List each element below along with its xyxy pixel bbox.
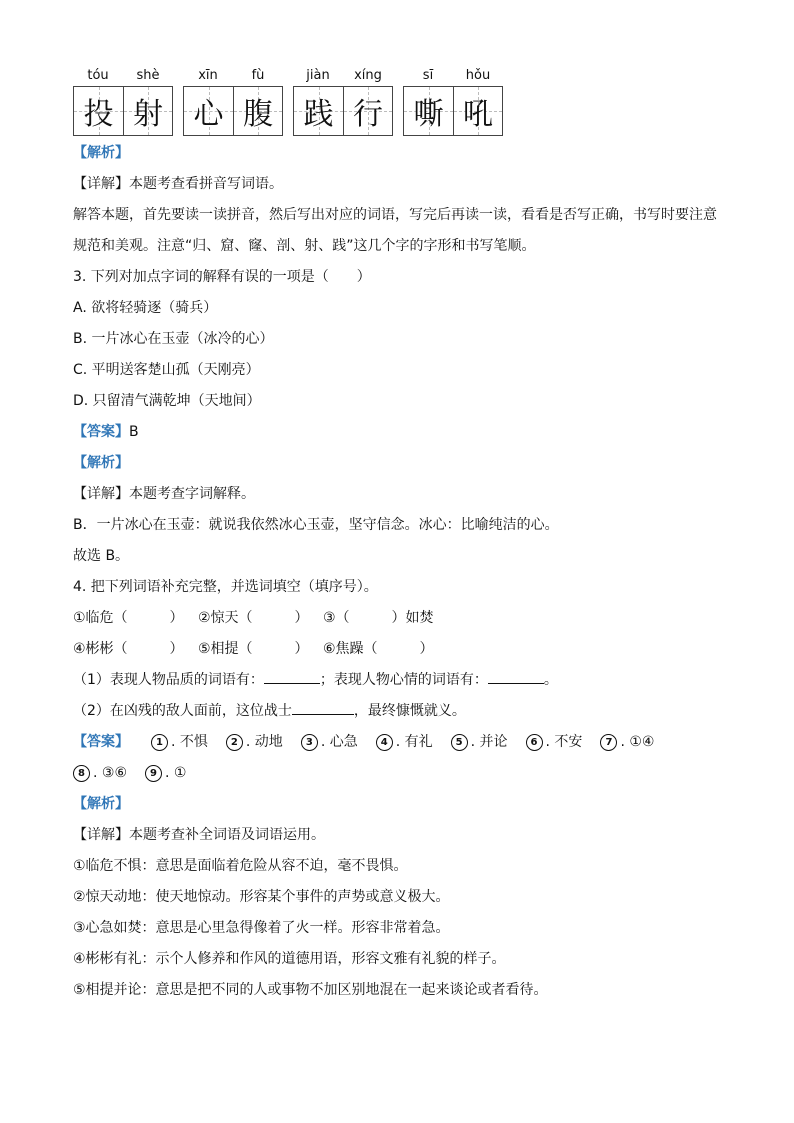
answer-item (301, 727, 358, 758)
hanzi: 吼 (463, 97, 493, 132)
answer-item (226, 727, 283, 758)
hanzi: 行 (353, 97, 383, 132)
tianzige-cell (123, 87, 172, 135)
analysis-tag: 【解析】 (73, 145, 129, 161)
hanzi: 射 (133, 97, 163, 132)
sub-text: （1）表现人物品质的词语有： (73, 672, 264, 688)
word-row-2 (73, 634, 723, 665)
number-circle: 6 (526, 734, 543, 751)
pinyin-label: hǒu (465, 68, 491, 83)
sub-text: ；表现人物心情的词语有： (319, 672, 488, 688)
pinyin-label: fù (251, 68, 265, 83)
explanation-line: ④彬彬有礼：示个人修养和作风的道德用语，形容文雅有礼貌的样子。 (73, 951, 506, 967)
hanzi: 腹 (243, 97, 273, 132)
hanzi: 嘶 (413, 97, 444, 132)
hanzi: 投 (83, 97, 114, 132)
number-circle: 7 (600, 734, 617, 751)
answer-text: . 有礼 (395, 734, 433, 750)
answer-blank (488, 669, 544, 684)
number-circle: 4 (376, 734, 393, 751)
number-circle: 9 (145, 765, 162, 782)
answer-text: . ③⑥ (93, 765, 128, 781)
word-item: ⑤相提（ ） (198, 641, 309, 657)
answer-tag: 【答案】 (73, 734, 129, 750)
pinyin-label: xīn (198, 68, 218, 83)
option-d: D. 只留清气满乾坤（天地间） (73, 393, 261, 409)
answer-item (145, 758, 186, 789)
answer-tag: 【答案】 (73, 424, 129, 440)
sub-question-2 (73, 696, 723, 727)
pinyin-label: jiàn (306, 68, 330, 83)
option-a: A. 欲将轻骑逐（骑兵） (73, 300, 218, 316)
explanation-line: ⑤相提并论：意思是把不同的人或事物不加区别地混在一起来谈论或者看待。 (73, 982, 548, 998)
conclusion-line: 故选 B。 (73, 548, 130, 564)
answer-text: . ①④ (620, 734, 655, 750)
answer-line (73, 727, 723, 758)
sub-question-1 (73, 665, 723, 696)
pinyin-word (293, 66, 393, 138)
pinyin-label: sī (422, 68, 434, 83)
sub-text: ，最终慷慨就义。 (353, 703, 466, 719)
explanation-line: ②惊天动地：使天地惊动。形容某个事件的声势或意义极大。 (73, 889, 450, 905)
answer-text: . 不惧 (171, 734, 208, 750)
pinyin-word (183, 66, 283, 138)
number-circle: 5 (451, 734, 468, 751)
answer-text: . 并论 (470, 734, 508, 750)
number-circle: 1 (151, 734, 168, 751)
answer-blank (292, 700, 354, 715)
detail-line: 【详解】本题考查看拼音写词语。 (73, 176, 283, 192)
pinyin-grid (73, 66, 723, 138)
option-c: C. 平明送客楚山孤（天刚亮） (73, 362, 260, 378)
answer-value: B (129, 424, 139, 440)
detail-line: 【详解】本题考查字词解释。 (73, 486, 255, 502)
number-circle: 3 (301, 734, 318, 751)
answer-item (376, 727, 433, 758)
explanation-line: ③心急如焚：意思是心里急得像着了火一样。形容非常着急。 (73, 920, 450, 936)
hanzi: 践 (303, 97, 334, 132)
answer-text: . 不安 (545, 734, 583, 750)
number-circle: 2 (226, 734, 243, 751)
word-item: ②惊天（ ） (198, 610, 309, 626)
pinyin-label: shè (136, 68, 160, 83)
explanation-line: B．一片冰心在玉壶：就说我依然冰心玉壶，坚守信念。冰心：比喻纯洁的心。 (73, 517, 559, 533)
tianzige-cell (184, 87, 233, 135)
tianzige-cell (74, 87, 123, 135)
pinyin-word (73, 66, 173, 138)
word-item: ①临危（ ） (73, 610, 184, 626)
number-circle: 8 (73, 765, 90, 782)
word-row-1 (73, 603, 723, 634)
answer-item (73, 758, 127, 789)
analysis-paragraph: 解答本题，首先要读一读拼音，然后写出对应的词语，写完后再读一读，看看是否写正确，书写时要注意规范和美观。注意“归、窟、窿、剖、射、践”这几个字的字形和书写笔顺。 (73, 207, 717, 254)
sub-text: 。 (543, 672, 558, 688)
answer-text: . 动地 (245, 734, 283, 750)
tianzige-cell (453, 87, 502, 135)
pinyin-label: tóu (87, 68, 109, 83)
tianzige-cell (233, 87, 282, 135)
analysis-tag: 【解析】 (73, 796, 129, 812)
word-item: ④彬彬（ ） (73, 641, 184, 657)
pinyin-word (403, 66, 503, 138)
answer-item (526, 727, 583, 758)
answer-line (73, 417, 723, 448)
question-4: 4. 把下列词语补充完整，并选词填空（填序号）。 (73, 579, 378, 595)
answer-text: . 心急 (320, 734, 358, 750)
analysis-tag: 【解析】 (73, 455, 129, 471)
hanzi: 心 (193, 97, 224, 132)
explanation-line: ①临危不惧：意思是面临着危险从容不迫，毫不畏惧。 (73, 858, 408, 874)
detail-line: 【详解】本题考查补全词语及词语运用。 (73, 827, 325, 843)
option-b: B. 一片冰心在玉壶（冰冷的心） (73, 331, 274, 347)
document-page (73, 66, 723, 1006)
tianzige-cell (294, 87, 343, 135)
pinyin-label: xíng (354, 68, 382, 83)
answer-blank (264, 669, 320, 684)
word-item: ③（ ）如焚 (323, 610, 434, 626)
answer-line-cont (73, 758, 723, 789)
answer-text: . ① (165, 765, 187, 781)
sub-text: （2）在凶残的敌人面前，这位战士 (73, 703, 292, 719)
answer-item (600, 727, 654, 758)
question-3: 3. 下列对加点字词的解释有误的一项是（ ） (73, 269, 371, 285)
tianzige-cell (404, 87, 453, 135)
word-item: ⑥焦躁（ ） (323, 641, 434, 657)
tianzige-cell (343, 87, 392, 135)
answer-item (151, 727, 208, 758)
answer-item (451, 727, 508, 758)
